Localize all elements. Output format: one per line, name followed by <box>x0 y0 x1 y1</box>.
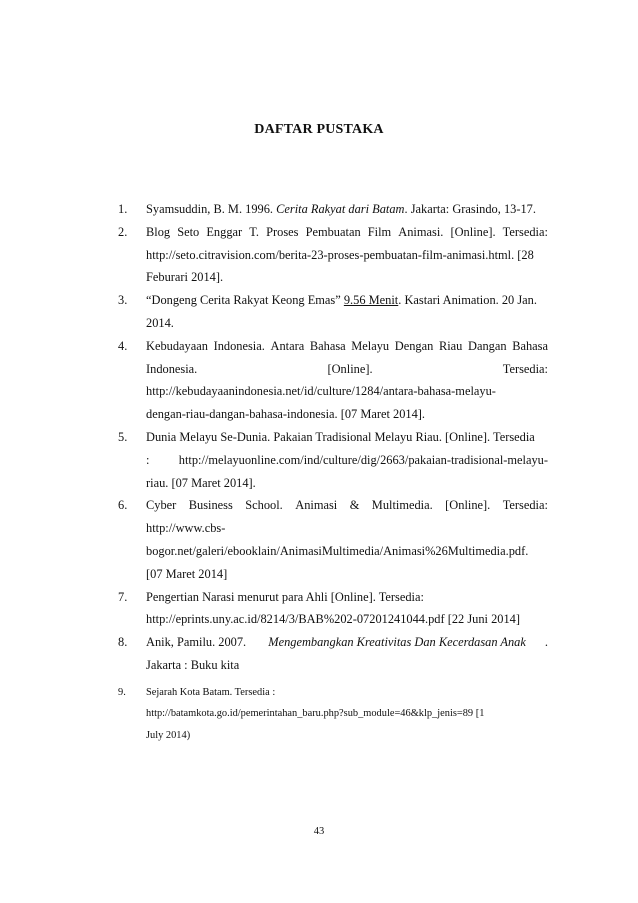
reference-line <box>146 586 548 609</box>
reference-text: Anik, Pamilu. 2007. <box>146 635 250 650</box>
reference-word: Tersedia: <box>502 498 548 513</box>
reference-word: Dangan <box>468 338 507 353</box>
reference-line <box>146 654 548 677</box>
reference-word: & <box>349 498 360 513</box>
reference-line <box>146 403 548 426</box>
reference-line <box>146 631 548 654</box>
reference-text: http://www.cbs- <box>146 521 226 536</box>
reference-line <box>146 682 548 704</box>
reference-word: [Online]. <box>445 498 491 513</box>
reference-line <box>146 494 548 517</box>
reference-item <box>118 682 548 747</box>
reference-line <box>146 608 548 631</box>
reference-line <box>146 312 548 335</box>
reference-line <box>146 426 548 449</box>
reference-word: Seto <box>177 224 200 239</box>
reference-item <box>118 494 548 585</box>
reference-text: . <box>544 635 548 650</box>
reference-word: : <box>146 452 150 467</box>
reference-line <box>146 449 548 472</box>
reference-word: Bahasa <box>512 338 548 353</box>
reference-item <box>118 631 548 677</box>
reference-text: dengan-riau-dangan-bahasa-indonesia. [07 Maret 2014]. <box>146 407 426 422</box>
reference-item <box>118 586 548 632</box>
reference-word: [Online]. <box>450 224 496 239</box>
reference-text: http://batamkota.go.id/pemerintahan_baru.php?sub_module=46&klp_jenis=89 [1 <box>146 708 485 720</box>
reference-word: Enggar <box>206 224 243 239</box>
reference-number: 1. <box>118 202 128 216</box>
reference-word: Cyber <box>146 498 177 513</box>
reference-line <box>146 517 548 540</box>
reference-word: Animasi <box>295 498 338 513</box>
reference-word: [Online]. <box>327 361 373 376</box>
reference-line <box>146 244 548 267</box>
reference-text: Feburari 2014]. <box>146 270 224 285</box>
reference-text: bogor.net/galeri/ebooklain/AnimasiMultimedia/Animasi%26Multimedia.pdf. <box>146 543 529 558</box>
page-title: DAFTAR PUSTAKA <box>254 122 384 137</box>
reference-text: “Dongeng Cerita Rakyat Keong Emas” <box>146 293 344 308</box>
reference-line <box>146 266 548 289</box>
reference-text: Dunia Melayu Se-Dunia. Pakaian Tradisional Melayu Riau. [Online]. Tersedia <box>146 429 535 444</box>
reference-number: 4. <box>118 338 128 353</box>
reference-word: Riau <box>438 338 463 353</box>
reference-word: Animasi. <box>398 224 444 239</box>
reference-text: http://eprints.uny.ac.id/8214/3/BAB%202-07201241044.pdf [22 Juni 2014] <box>146 612 520 627</box>
reference-text: riau. [07 Maret 2014]. <box>146 475 256 490</box>
page-number: 43 <box>313 826 325 837</box>
reference-word: Indonesia. <box>146 361 198 376</box>
reference-text: Jakarta : Buku kita <box>146 657 240 672</box>
reference-line <box>146 703 548 725</box>
reference-line <box>146 563 548 586</box>
reference-item <box>118 198 548 221</box>
reference-text: 9.56 Menit <box>343 293 399 308</box>
reference-word: Film <box>367 224 392 239</box>
reference-text: Mengembangkan Kreativitas Dan Kecerdasan Anak <box>268 635 526 650</box>
reference-word: Tersedia: <box>502 361 548 376</box>
reference-line <box>146 358 548 381</box>
reference-word: http://melayuonline.com/ind/culture/dig/2663/pakaian-tradisional-melayu- <box>178 452 548 467</box>
reference-word: Antara <box>270 338 305 353</box>
reference-text: http://kebudayaanindonesia.net/id/culture/1284/antara-bahasa-melayu- <box>146 384 496 399</box>
reference-word: Pembuatan <box>305 224 361 239</box>
reference-text: Sejarah Kota Batam. Tersedia : <box>146 686 276 698</box>
reference-word: Multimedia. <box>371 498 433 513</box>
reference-item <box>118 426 548 494</box>
reference-item <box>118 289 548 335</box>
reference-text: http://seto.citravision.com/berita-23-proses-pembuatan-film-animasi.html. [28 <box>146 247 534 262</box>
reference-number: 6. <box>118 498 128 513</box>
reference-line <box>146 335 548 358</box>
reference-number: 7. <box>118 589 128 604</box>
reference-number: 2. <box>118 224 128 239</box>
reference-item <box>118 221 548 289</box>
reference-text: July 2014) <box>146 729 191 741</box>
reference-list <box>118 198 548 746</box>
reference-text: . Kastari Animation. 20 Jan. <box>398 293 537 308</box>
reference-word: Business <box>188 498 233 513</box>
reference-line <box>146 540 548 563</box>
reference-line <box>146 198 548 221</box>
reference-text: Cerita Rakyat dari Batam <box>276 202 405 216</box>
reference-number: 8. <box>118 635 128 650</box>
reference-text: Pengertian Narasi menurut para Ahli [Online]. Tersedia: <box>146 589 424 604</box>
reference-line <box>146 380 548 403</box>
reference-line <box>146 472 548 495</box>
reference-item <box>118 335 548 426</box>
reference-text: [07 Maret 2014] <box>146 566 228 581</box>
reference-word: School. <box>245 498 283 513</box>
reference-word: Bahasa <box>309 338 346 353</box>
reference-line <box>146 221 548 244</box>
reference-number: 3. <box>118 293 128 308</box>
reference-word: T. <box>249 224 259 239</box>
reference-text: 2014. <box>146 315 174 330</box>
reference-number: 9. <box>118 686 126 698</box>
reference-word: Melayu <box>351 338 390 353</box>
reference-line <box>146 289 548 312</box>
reference-word: Kebudayaan <box>146 338 208 353</box>
reference-word: Tersedia: <box>502 224 548 239</box>
reference-text: Syamsuddin, B. M. 1996. <box>146 202 277 216</box>
reference-number: 5. <box>118 429 128 444</box>
reference-text: . Jakarta: Grasindo, 13-17. <box>404 202 536 216</box>
reference-word: Indonesia. <box>213 338 265 353</box>
reference-line <box>146 725 548 747</box>
reference-word: Blog <box>146 224 171 239</box>
reference-word: Dengan <box>394 338 434 353</box>
reference-word: Proses <box>266 224 299 239</box>
